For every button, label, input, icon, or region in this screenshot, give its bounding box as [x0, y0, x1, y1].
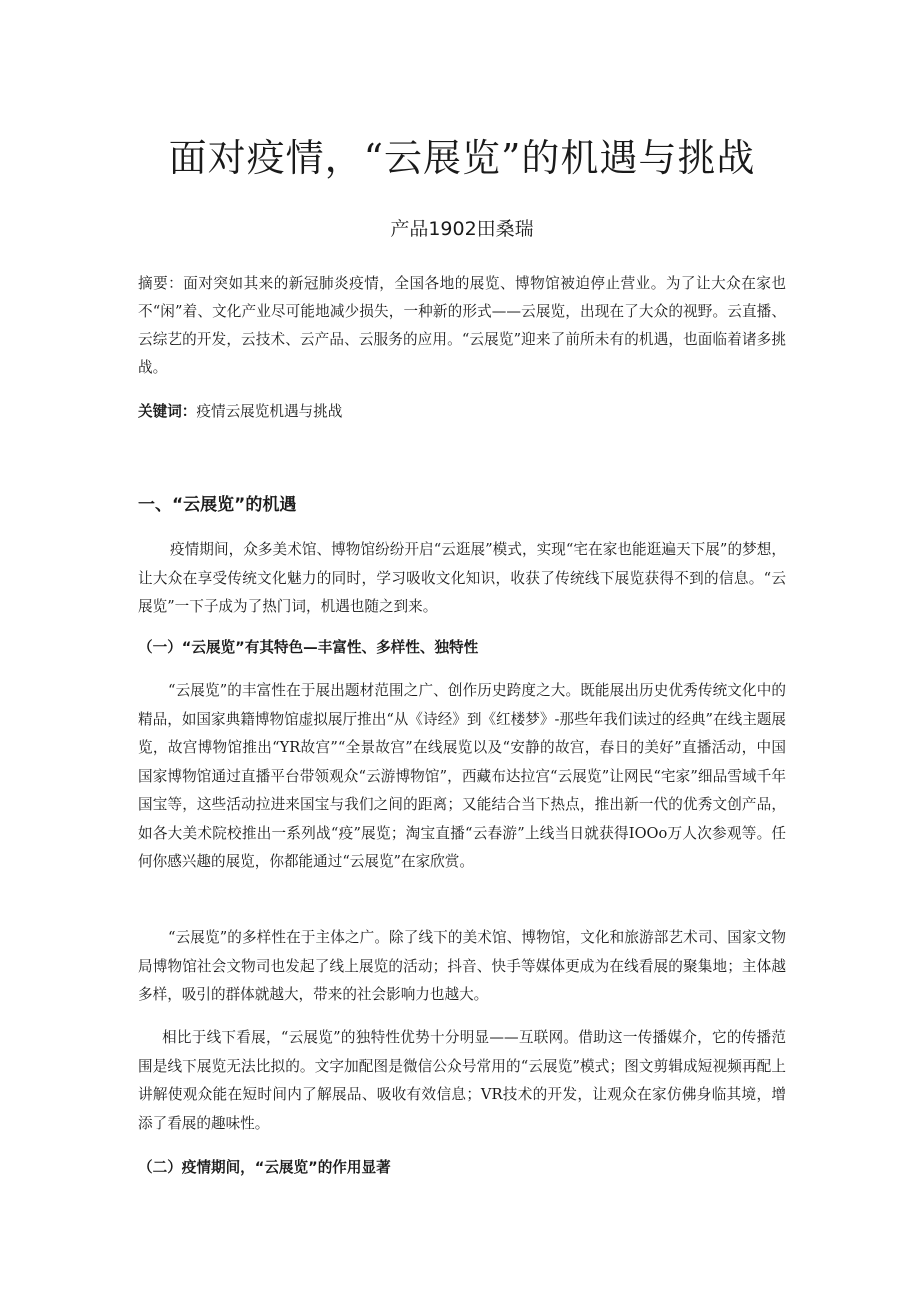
keywords-line — [138, 400, 786, 424]
diversity-paragraph: “云展览”的多样性在于主体之广。除了线下的美术馆、博物馆，文化和旅游部艺术司、国家文物局博物馆社会文物司也发起了线上展览的活动；抖音、快手等媒体更成为在线看展的聚集地；主体越多样，吸引的群体就越大，带来的社会影响力也越大。 — [138, 929, 786, 1003]
uniqueness-paragraph: 相比于线下看展，“云展览”的独特性优势十分明显——互联网。借助这一传播媒介，它的传播范围是线下展览无法比拟的。文字加配图是微信公众号常用的“云展览”模式；图文剪辑成短视频再配上讲解使观众能在短时间内了解展品、吸收有效信息；VR技术的开发，让观众在家仿佛身临其境，增添了看展的趣味性。 — [138, 1029, 786, 1132]
subsection-heading-role: （二）疫情期间，“云展览”的作用显著 — [138, 1159, 391, 1176]
keywords-label: 关键词： — [138, 403, 197, 420]
abstract-paragraph: 摘要：面对突如其来的新冠肺炎疫情，全国各地的展览、博物馆被迫停止营业。为了让大众在家也不“闲”着、文化产业尽可能地减少损失，一种新的形式——云展览，出现在了大众的视野。云直播、云综艺的开发，云技术、云产品、云服务的应用。“云展览”迎来了前所未有的机遇，也面临着诸多挑战。 — [138, 275, 786, 376]
document-title: 面对疫情，“云展览”的机遇与挑战 — [168, 136, 756, 180]
subsection-heading-features: （一）“云展览”有其特色—丰富性、多样性、独特性 — [138, 639, 479, 656]
section-intro-paragraph: 疫情期间，众多美术馆、博物馆纷纷开启“云逛展”模式，实现“宅在家也能逛遍天下展”的梦想，让大众在享受传统文化魅力的同时，学习吸收文化知识，收获了传统线下展览获得不到的信息。“云展览”一下子成为了热门词，机遇也随之到来。 — [138, 541, 786, 615]
document-author: 产品1902田桑瑞 — [390, 218, 534, 240]
keywords-value: 疫情云展览机遇与挑战 — [196, 403, 343, 420]
richness-paragraph: “云展览”的丰富性在于展出题材范围之广、创作历史跨度之大。既能展出历史优秀传统文化中的精品，如国家典籍博物馆虚拟展厅推出“从《诗经》到《红楼梦》-那些年我们读过的经典”在线主题展览，故宫博物馆推出“YR故宫”“全景故宫”在线展览以及“安静的故宫，春日的美好”直播活动，中国国家博物馆通过直播平台带领观众“云游博物馆”，西藏布达拉宫“云展览”让网民“宅家”细品雪域千年国宝等，这些活动拉进来国宝与我们之间的距离；又能结合当下热点，推出新一代的优秀文创产品，如各大美术院校推出一系列战“疫”展览；淘宝直播“云春游”上线当日就获得IOOo万人次参观等。任何你感兴趣的展览，你都能通过“云展览”在家欣赏。 — [138, 682, 786, 870]
section-heading-opportunities: 一、“云展览”的机遇 — [138, 495, 297, 515]
